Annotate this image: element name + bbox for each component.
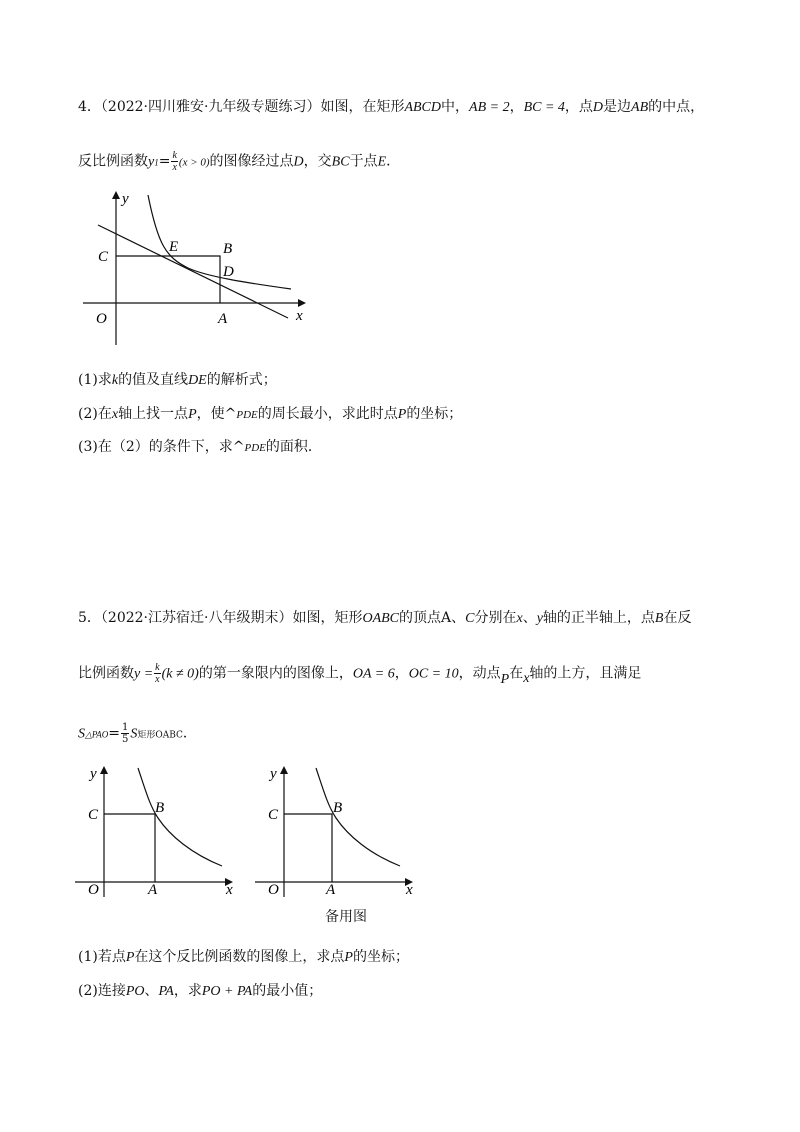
q5-func-fraction: $\frac{k}{x}$ — [155, 662, 160, 685]
q4-text: 如图，在矩形 — [320, 99, 405, 115]
q4-edge-ab: AB — [631, 100, 649, 115]
q5-line-1: 5．（2022·江苏宿迁·八年级期末）如图，矩形OABC的顶点A、C分别在x、y轴的正半轴上，点B在反 — [78, 610, 692, 626]
q4-subquestion-3: (3)在（2）的条件下，求^PDE的面积． — [78, 439, 322, 455]
q4-rectangle — [116, 256, 220, 303]
q4-x-arrow — [298, 299, 306, 307]
q5-backup-label-b: B — [333, 800, 343, 816]
q4-text: 中， — [441, 99, 470, 115]
q4-label-x: x — [296, 308, 303, 324]
q5-number: 5． — [78, 610, 101, 626]
q5-hyperbola — [138, 768, 222, 866]
q5-backup-rectangle — [284, 814, 332, 882]
q5-backup-label-a: A — [326, 882, 336, 898]
q4-line-de — [98, 225, 288, 318]
q5-backup-hyperbola — [316, 768, 400, 866]
q4-func-fraction: $\frac{k}{x}$ — [172, 150, 177, 173]
q4-point-d: D — [293, 154, 304, 170]
q5-label-b: B — [155, 800, 165, 816]
q4-text: ， — [509, 99, 524, 115]
q5-label-a: A — [148, 882, 158, 898]
q4-bc: BC = 4 — [523, 100, 565, 115]
q4-source: （2022·四川雅安·九年级专题练习） — [100, 99, 321, 115]
q4-func-sub: 1 — [154, 157, 159, 168]
q4-line-2 — [78, 150, 400, 173]
q5-y-arrow — [100, 766, 108, 774]
q4-text: ，点 — [564, 99, 593, 115]
q5-backup-y-arrow — [280, 766, 288, 774]
q4-line-1 — [78, 97, 704, 118]
q4-label-a: A — [218, 311, 228, 327]
q4-rect-name: ABCD — [404, 100, 442, 115]
q5-subquestion-1: (1)若点P在这个反比例函数的图像上，求点P的坐标； — [78, 949, 409, 965]
q5-figure-main — [70, 762, 250, 902]
q5-label-c: C — [88, 807, 99, 823]
q5-backup-label-x: x — [406, 882, 413, 898]
q4-number: 4． — [78, 99, 101, 115]
q4-func-eq: = — [158, 153, 171, 170]
q5-cond-fraction: $\frac{1}{5}$ — [122, 722, 129, 745]
q4-text: 的中点， — [648, 99, 705, 115]
q4-y-arrow — [112, 191, 120, 199]
q4-label-y: y — [122, 191, 129, 207]
q4-text: 的图像经过点 — [209, 153, 294, 170]
q4-edge-bc: BC — [331, 154, 350, 170]
q5-line-2: 比例函数y = $\frac{k}{x}$ (k ≠ 0)的第一象限内的图像上，OA = 6，OC = 10，动点P在x轴的上方，且满足 — [78, 662, 642, 687]
q4-text: ． — [386, 153, 401, 170]
q4-func-lhs: y — [148, 154, 155, 170]
q4-subquestion-2: (2)在x轴上找一点P，使^PDE的周长最小，求此时点P的坐标； — [78, 406, 463, 422]
q5-source: （2022·江苏宿迁·八年级期末） — [100, 610, 293, 626]
q4-label-d: D — [223, 264, 234, 280]
q4-ab: AB = 2 — [469, 100, 510, 115]
q4-label-o: O — [96, 311, 107, 327]
q5-label-y: y — [90, 766, 97, 782]
q4-subquestion-1: (1)求k的值及直线DE的解析式； — [78, 372, 277, 388]
q4-text: 是边 — [603, 99, 632, 115]
q4-label-b: B — [223, 241, 233, 257]
q5-label-x: x — [226, 882, 233, 898]
q5-figure-backup — [250, 762, 430, 902]
q5-backup-label-o: O — [268, 882, 279, 898]
q4-text: ，交 — [303, 153, 332, 170]
q5-rectangle — [104, 814, 155, 882]
q4-label-c: C — [98, 249, 109, 265]
q4-point-e: E — [377, 154, 387, 170]
q4-figure — [78, 185, 318, 360]
q4-point-d: D — [592, 100, 604, 115]
q5-subquestion-2: (2)连接PO、PA，求PO + PA的最小值； — [78, 983, 323, 999]
q4-func-cond: (x > 0) — [178, 156, 210, 169]
q5-backup-label-y: y — [270, 766, 277, 782]
q5-condition: S△PAO= $\frac{1}{5}$ S矩形OABC． — [78, 722, 197, 745]
q4-label-e: E — [169, 239, 179, 255]
q4-text: 反比例函数 — [78, 153, 148, 170]
q5-label-o: O — [88, 882, 99, 898]
q4-text: 于点 — [349, 153, 378, 170]
q5-backup-caption: 备用图 — [325, 909, 367, 925]
q5-backup-label-c: C — [268, 807, 279, 823]
